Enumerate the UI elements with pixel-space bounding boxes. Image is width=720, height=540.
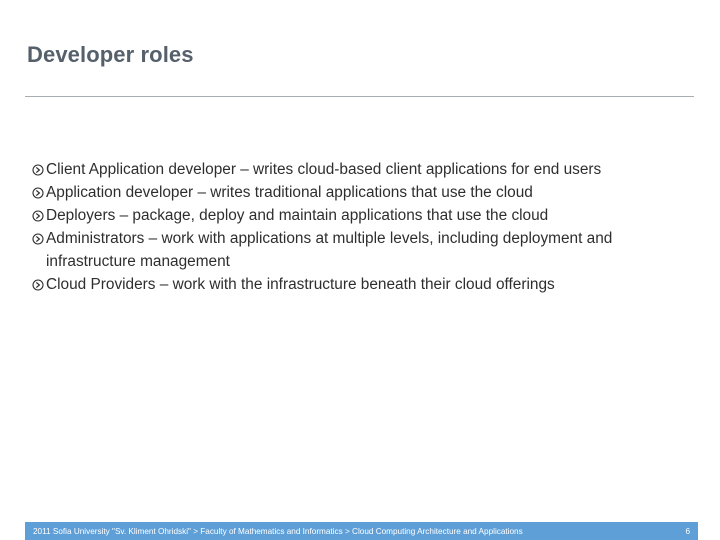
bullet-item bbox=[32, 204, 692, 227]
title-divider bbox=[25, 96, 694, 97]
bullet-list bbox=[32, 158, 692, 296]
bullet-text: Deployers – package, deploy and maintain applications that use the cloud bbox=[46, 207, 549, 224]
circle-arrow-icon bbox=[32, 273, 46, 296]
circle-arrow-icon bbox=[32, 181, 46, 204]
bullet-text: Application developer – writes traditional applications that use the cloud bbox=[46, 184, 533, 201]
bullet-text: Client Application developer – writes cloud-based client applications for end users bbox=[46, 161, 602, 178]
footer-breadcrumb: 2011 Sofia University "Sv. Kliment Ohridski" > Faculty of Mathematics and Informatics > Cloud Computing Architecture and Applications bbox=[33, 526, 523, 536]
bullet-item bbox=[32, 181, 692, 204]
slide-title: Developer roles bbox=[27, 42, 194, 67]
page-number: 6 bbox=[685, 526, 690, 536]
bullet-item bbox=[32, 227, 692, 273]
circle-arrow-icon bbox=[32, 204, 46, 227]
bullet-item bbox=[32, 273, 692, 296]
footer-bar bbox=[25, 522, 698, 540]
circle-arrow-icon bbox=[32, 227, 46, 250]
circle-arrow-icon bbox=[32, 158, 46, 181]
bullet-text: Cloud Providers – work with the infrastructure beneath their cloud offerings bbox=[46, 276, 555, 293]
bullet-item bbox=[32, 158, 692, 181]
bullet-text: Administrators – work with applications at multiple levels, including deployment and infrastructure management bbox=[46, 230, 613, 270]
